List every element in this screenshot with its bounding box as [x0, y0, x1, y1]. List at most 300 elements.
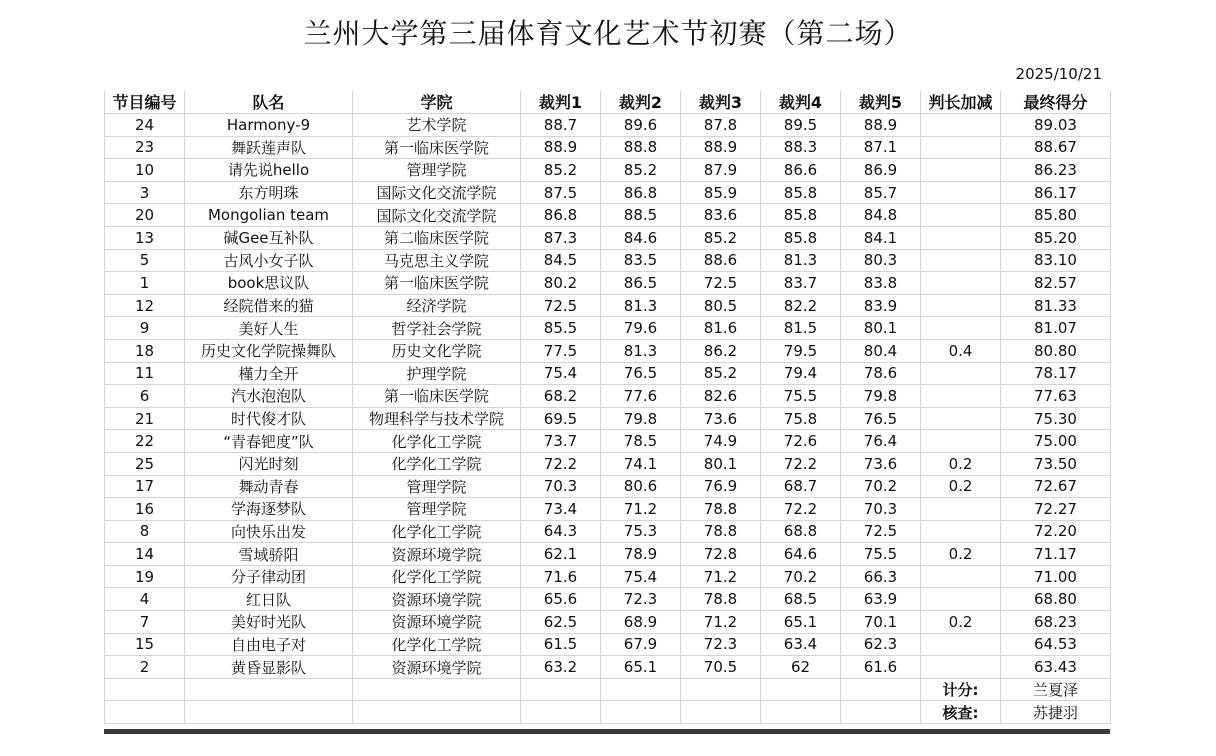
table-cell: 81.5	[761, 317, 841, 340]
table-cell: 77.5	[521, 339, 601, 362]
table-cell: 75.4	[601, 565, 681, 588]
column-header: 裁判4	[761, 90, 841, 114]
table-cell: 72.20	[1001, 520, 1111, 543]
table-cell	[921, 633, 1001, 656]
table-cell: 管理学院	[353, 475, 521, 498]
table-cell: 87.5	[521, 181, 601, 204]
table-row	[105, 226, 1111, 249]
table-cell: 75.5	[841, 543, 921, 566]
table-cell: 8	[105, 520, 185, 543]
table-cell: 62.1	[521, 543, 601, 566]
table-cell: 79.6	[601, 317, 681, 340]
table-cell: 0.4	[921, 339, 1001, 362]
table-cell: 80.4	[841, 339, 921, 362]
table-cell: 18	[105, 339, 185, 362]
table-cell: 13	[105, 226, 185, 249]
table-cell: 72.3	[601, 588, 681, 611]
empty-cell	[681, 678, 761, 701]
table-cell: 89.6	[601, 114, 681, 137]
table-cell: 请先说hello	[185, 159, 353, 182]
table-cell: 75.30	[1001, 407, 1111, 430]
table-row	[105, 136, 1111, 159]
table-cell: 72.5	[681, 272, 761, 295]
column-header: 判长加减	[921, 90, 1001, 114]
table-cell: 76.5	[601, 362, 681, 385]
table-cell: 72.67	[1001, 475, 1111, 498]
table-cell: 68.8	[761, 520, 841, 543]
table-cell: 东方明珠	[185, 181, 353, 204]
table-cell: 4	[105, 588, 185, 611]
table-cell: 3	[105, 181, 185, 204]
column-header: 裁判2	[601, 90, 681, 114]
empty-cell	[761, 701, 841, 724]
table-cell	[921, 498, 1001, 521]
table-cell: 87.3	[521, 226, 601, 249]
table-cell	[921, 520, 1001, 543]
table-row	[105, 114, 1111, 137]
empty-cell	[601, 701, 681, 724]
table-cell: 80.5	[681, 294, 761, 317]
table-cell: 17	[105, 475, 185, 498]
table-cell: 75.00	[1001, 430, 1111, 453]
table-cell: 88.5	[601, 204, 681, 227]
table-cell: 79.5	[761, 339, 841, 362]
table-row	[105, 430, 1111, 453]
table-cell: 0.2	[921, 543, 1001, 566]
table-cell: 75.5	[761, 385, 841, 408]
table-cell: 65.6	[521, 588, 601, 611]
table-cell: 73.7	[521, 430, 601, 453]
table-cell: 85.2	[681, 362, 761, 385]
table-cell: 美好时光队	[185, 611, 353, 634]
table-cell: 76.9	[681, 475, 761, 498]
table-cell: 78.5	[601, 430, 681, 453]
column-header: 裁判1	[521, 90, 601, 114]
table-cell: 舞动青春	[185, 475, 353, 498]
table-cell: 85.9	[681, 181, 761, 204]
table-cell: 25	[105, 452, 185, 475]
table-cell: 71.17	[1001, 543, 1111, 566]
table-cell: 76.4	[841, 430, 921, 453]
empty-cell	[761, 678, 841, 701]
table-cell: 85.2	[521, 159, 601, 182]
table-cell: 65.1	[601, 656, 681, 679]
table-cell: 63.4	[761, 633, 841, 656]
table-cell: 83.10	[1001, 249, 1111, 272]
table-cell: 75.4	[521, 362, 601, 385]
table-cell: 时代俊才队	[185, 407, 353, 430]
table-cell: 78.6	[841, 362, 921, 385]
table-cell: 72.8	[681, 543, 761, 566]
table-cell: 70.3	[521, 475, 601, 498]
table-cell: 15	[105, 633, 185, 656]
table-cell: 86.5	[601, 272, 681, 295]
table-cell: 红日队	[185, 588, 353, 611]
table-cell: 85.20	[1001, 226, 1111, 249]
table-cell	[921, 385, 1001, 408]
table-cell: 80.1	[841, 317, 921, 340]
column-header: 裁判5	[841, 90, 921, 114]
table-cell: 86.17	[1001, 181, 1111, 204]
table-cell: 81.07	[1001, 317, 1111, 340]
table-row	[105, 633, 1111, 656]
table-cell: 63.9	[841, 588, 921, 611]
column-header: 节目编号	[105, 90, 185, 114]
table-cell: 83.9	[841, 294, 921, 317]
table-cell: 80.80	[1001, 339, 1111, 362]
table-cell: 83.6	[681, 204, 761, 227]
table-row	[105, 385, 1111, 408]
table-cell: 9	[105, 317, 185, 340]
table-cell	[921, 656, 1001, 679]
table-cell: 81.3	[601, 294, 681, 317]
table-cell	[921, 204, 1001, 227]
table-cell: 70.5	[681, 656, 761, 679]
table-cell: 62.3	[841, 633, 921, 656]
table-cell: 78.8	[681, 520, 761, 543]
empty-cell	[353, 678, 521, 701]
table-cell: 第一临床医学院	[353, 385, 521, 408]
table-cell: 汽水泡泡队	[185, 385, 353, 408]
table-cell: 75.8	[761, 407, 841, 430]
table-cell: 74.1	[601, 452, 681, 475]
table-cell: 80.2	[521, 272, 601, 295]
empty-cell	[841, 678, 921, 701]
empty-cell	[353, 701, 521, 724]
table-cell: 64.53	[1001, 633, 1111, 656]
table-cell: 68.7	[761, 475, 841, 498]
table-cell: 64.3	[521, 520, 601, 543]
table-cell: 84.5	[521, 249, 601, 272]
table-cell: 88.67	[1001, 136, 1111, 159]
column-header: 队名	[185, 90, 353, 114]
table-cell: 闪光时刻	[185, 452, 353, 475]
table-cell	[921, 181, 1001, 204]
table-cell: 87.8	[681, 114, 761, 137]
table-cell: 24	[105, 114, 185, 137]
empty-cell	[185, 701, 353, 724]
table-cell: 22	[105, 430, 185, 453]
table-cell: 分子律动团	[185, 565, 353, 588]
table-cell: 第一临床医学院	[353, 272, 521, 295]
empty-cell	[601, 678, 681, 701]
table-cell: 71.6	[521, 565, 601, 588]
table-cell: 73.50	[1001, 452, 1111, 475]
table-cell: 化学化工学院	[353, 565, 521, 588]
footer-label: 计分:	[921, 678, 1001, 701]
table-cell: 舞跃莲声队	[185, 136, 353, 159]
table-cell: 72.2	[761, 498, 841, 521]
table-cell: 68.23	[1001, 611, 1111, 634]
table-cell: 79.4	[761, 362, 841, 385]
table-cell	[921, 407, 1001, 430]
table-cell: 72.2	[761, 452, 841, 475]
table-cell: 85.5	[521, 317, 601, 340]
table-cell: 护理学院	[353, 362, 521, 385]
table-cell: 63.2	[521, 656, 601, 679]
table-cell: 67.9	[601, 633, 681, 656]
table-cell: 62	[761, 656, 841, 679]
table-cell: book思议队	[185, 272, 353, 295]
table-cell: 美好人生	[185, 317, 353, 340]
table-cell: 79.8	[601, 407, 681, 430]
footer-label: 核查:	[921, 701, 1001, 724]
table-cell: 61.6	[841, 656, 921, 679]
table-cell: 0.2	[921, 475, 1001, 498]
table-cell: 72.5	[841, 520, 921, 543]
table-cell: 78.8	[681, 498, 761, 521]
table-cell	[921, 226, 1001, 249]
table-cell: 78.17	[1001, 362, 1111, 385]
table-cell: 86.23	[1001, 159, 1111, 182]
table-row	[105, 181, 1111, 204]
table-row	[105, 339, 1111, 362]
table-cell: 81.3	[761, 249, 841, 272]
table-cell: 62.5	[521, 611, 601, 634]
table-header-row	[105, 90, 1111, 114]
table-cell: 88.8	[601, 136, 681, 159]
table-cell: 69.5	[521, 407, 601, 430]
table-cell	[921, 272, 1001, 295]
table-cell	[921, 588, 1001, 611]
table-row	[105, 159, 1111, 182]
table-cell: 70.1	[841, 611, 921, 634]
table-row	[105, 520, 1111, 543]
table-cell: 81.6	[681, 317, 761, 340]
table-cell: 83.5	[601, 249, 681, 272]
table-cell	[921, 430, 1001, 453]
table-cell: 20	[105, 204, 185, 227]
table-cell: 自由电子对	[185, 633, 353, 656]
table-row	[105, 317, 1111, 340]
table-cell: 87.9	[681, 159, 761, 182]
table-cell: Harmony-9	[185, 114, 353, 137]
table-cell: 63.43	[1001, 656, 1111, 679]
table-cell: 80.3	[841, 249, 921, 272]
table-cell: 6	[105, 385, 185, 408]
table-cell: 81.33	[1001, 294, 1111, 317]
table-cell: 16	[105, 498, 185, 521]
table-cell: 85.8	[761, 204, 841, 227]
table-cell: 66.3	[841, 565, 921, 588]
table-cell	[921, 136, 1001, 159]
table-cell: 14	[105, 543, 185, 566]
table-cell: 11	[105, 362, 185, 385]
table-cell: 82.57	[1001, 272, 1111, 295]
table-cell: 68.80	[1001, 588, 1111, 611]
footer-value: 苏捷羽	[1001, 701, 1111, 724]
table-cell: 68.9	[601, 611, 681, 634]
table-row	[105, 272, 1111, 295]
table-cell	[921, 114, 1001, 137]
table-cell: 马克思主义学院	[353, 249, 521, 272]
table-row	[105, 249, 1111, 272]
table-cell: 国际文化交流学院	[353, 204, 521, 227]
table-cell: 国际文化交流学院	[353, 181, 521, 204]
table-cell: 86.8	[601, 181, 681, 204]
empty-cell	[521, 678, 601, 701]
table-row	[105, 452, 1111, 475]
table-cell: 管理学院	[353, 498, 521, 521]
footer-row	[105, 701, 1111, 724]
table-cell: 84.8	[841, 204, 921, 227]
table-cell: 84.1	[841, 226, 921, 249]
table-row	[105, 204, 1111, 227]
empty-cell	[521, 701, 601, 724]
empty-cell	[681, 701, 761, 724]
table-cell: 72.3	[681, 633, 761, 656]
table-cell: 化学化工学院	[353, 633, 521, 656]
table-cell: 历史文化学院	[353, 339, 521, 362]
table-cell: 经济学院	[353, 294, 521, 317]
score-table	[104, 90, 1111, 724]
table-cell: 88.3	[761, 136, 841, 159]
table-cell: 化学化工学院	[353, 452, 521, 475]
table-cell: 向快乐出发	[185, 520, 353, 543]
table-cell: 83.8	[841, 272, 921, 295]
table-row	[105, 656, 1111, 679]
empty-cell	[185, 678, 353, 701]
table-cell: 5	[105, 249, 185, 272]
table-row	[105, 407, 1111, 430]
table-cell: 槿力全开	[185, 362, 353, 385]
table-cell: 80.1	[681, 452, 761, 475]
table-cell: 86.2	[681, 339, 761, 362]
table-cell: 碱Gee互补队	[185, 226, 353, 249]
table-cell: 70.2	[761, 565, 841, 588]
table-row	[105, 543, 1111, 566]
table-cell: 61.5	[521, 633, 601, 656]
table-cell: 70.3	[841, 498, 921, 521]
table-cell: 78.8	[681, 588, 761, 611]
table-row	[105, 294, 1111, 317]
table-cell: 82.6	[681, 385, 761, 408]
empty-cell	[105, 678, 185, 701]
table-cell: 12	[105, 294, 185, 317]
table-cell: 89.5	[761, 114, 841, 137]
table-cell: 88.6	[681, 249, 761, 272]
empty-cell	[105, 701, 185, 724]
column-header: 裁判3	[681, 90, 761, 114]
table-cell: 84.6	[601, 226, 681, 249]
table-cell: 化学化工学院	[353, 520, 521, 543]
table-body	[105, 114, 1111, 724]
table-cell: 85.8	[761, 181, 841, 204]
table-cell: 72.6	[761, 430, 841, 453]
table-cell: 87.1	[841, 136, 921, 159]
column-header: 学院	[353, 90, 521, 114]
table-row	[105, 362, 1111, 385]
table-cell: 76.5	[841, 407, 921, 430]
table-cell: 88.9	[681, 136, 761, 159]
table-cell	[921, 362, 1001, 385]
table-cell: 0.2	[921, 611, 1001, 634]
table-cell	[921, 565, 1001, 588]
table-cell: 73.6	[841, 452, 921, 475]
table-cell: 88.9	[521, 136, 601, 159]
table-cell: 1	[105, 272, 185, 295]
table-cell: 88.9	[841, 114, 921, 137]
bottom-border-bar	[104, 729, 1110, 734]
table-cell: 第一临床医学院	[353, 136, 521, 159]
table-cell: 0.2	[921, 452, 1001, 475]
table-cell: 雪域骄阳	[185, 543, 353, 566]
table-cell: 72.2	[521, 452, 601, 475]
table-cell: 化学化工学院	[353, 430, 521, 453]
table-cell: 73.6	[681, 407, 761, 430]
table-cell: 77.6	[601, 385, 681, 408]
table-cell: 68.2	[521, 385, 601, 408]
table-cell: 88.7	[521, 114, 601, 137]
table-cell: 85.7	[841, 181, 921, 204]
table-cell: 10	[105, 159, 185, 182]
table-cell: 86.6	[761, 159, 841, 182]
table-cell: 资源环境学院	[353, 611, 521, 634]
table-row	[105, 475, 1111, 498]
table-row	[105, 565, 1111, 588]
table-cell	[921, 249, 1001, 272]
table-cell	[921, 159, 1001, 182]
table-cell: 79.8	[841, 385, 921, 408]
table-cell: 7	[105, 611, 185, 634]
table-cell: 81.3	[601, 339, 681, 362]
table-cell: 2	[105, 656, 185, 679]
table-cell: 86.9	[841, 159, 921, 182]
table-cell	[921, 294, 1001, 317]
table-cell: 71.2	[681, 611, 761, 634]
table-cell: 资源环境学院	[353, 543, 521, 566]
table-cell: 70.2	[841, 475, 921, 498]
table-cell: 71.2	[601, 498, 681, 521]
table-cell: 管理学院	[353, 159, 521, 182]
table-cell: 85.80	[1001, 204, 1111, 227]
table-row	[105, 588, 1111, 611]
table-cell: 68.5	[761, 588, 841, 611]
date-label: 2025/10/21	[1015, 65, 1102, 83]
table-cell: 86.8	[521, 204, 601, 227]
table-cell: 19	[105, 565, 185, 588]
page-title: 兰州大学第三届体育文化艺术节初赛（第二场）	[303, 17, 913, 50]
table-cell: 71.00	[1001, 565, 1111, 588]
footer-value: 兰夏泽	[1001, 678, 1111, 701]
table-cell: 72.5	[521, 294, 601, 317]
table-cell: 第二临床医学院	[353, 226, 521, 249]
table-cell: 89.03	[1001, 114, 1111, 137]
table-cell: “青春钯度”队	[185, 430, 353, 453]
footer-row	[105, 678, 1111, 701]
table-cell: 哲学社会学院	[353, 317, 521, 340]
table-cell: 艺术学院	[353, 114, 521, 137]
table-cell: 64.6	[761, 543, 841, 566]
table-cell: 古风小女子队	[185, 249, 353, 272]
table-cell: 73.4	[521, 498, 601, 521]
table-cell: 历史文化学院操舞队	[185, 339, 353, 362]
table-cell: 75.3	[601, 520, 681, 543]
table-cell: 85.8	[761, 226, 841, 249]
table-cell: 72.27	[1001, 498, 1111, 521]
table-cell: 71.2	[681, 565, 761, 588]
table-cell: 21	[105, 407, 185, 430]
table-cell: 85.2	[681, 226, 761, 249]
table-cell	[921, 317, 1001, 340]
table-cell: 82.2	[761, 294, 841, 317]
table-cell: 80.6	[601, 475, 681, 498]
table-cell: 78.9	[601, 543, 681, 566]
table-cell: 23	[105, 136, 185, 159]
table-cell: 74.9	[681, 430, 761, 453]
table-cell: 学海逐梦队	[185, 498, 353, 521]
table-cell: 物理科学与技术学院	[353, 407, 521, 430]
